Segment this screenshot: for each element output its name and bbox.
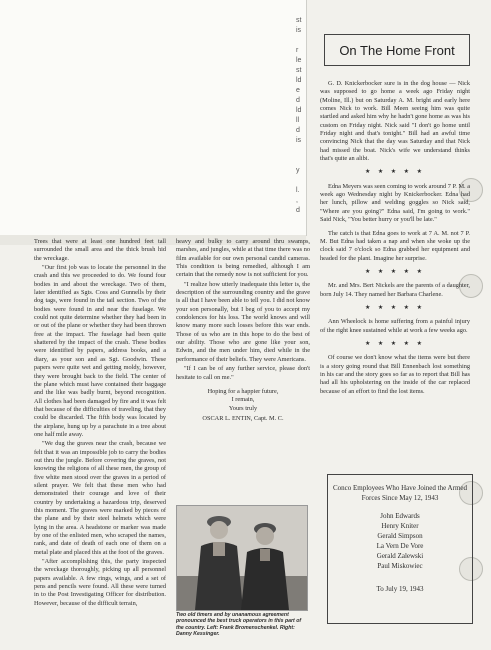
article-column-middle — [176, 238, 310, 423]
name-item: Henry Kniter — [381, 522, 419, 530]
photo-caption: Two old timers and by unanamous agreement pronounced the best truck operators in this part of the country. Left: Frank Bromenschenkel. Right: Danny Kessinger. — [176, 612, 302, 638]
name-item: Gerald Zalewski — [376, 552, 424, 560]
closing-block — [176, 388, 310, 413]
star-divider: ★ ★ ★ ★ ★ — [365, 169, 425, 176]
name-item: Paul Miskowiec — [377, 562, 423, 570]
closing-line: Hoping for a happier future, — [207, 387, 279, 395]
box-footer: To July 19, 1943 — [376, 585, 424, 593]
paragraph: The catch is that Edna goes to work at 7 A. M. not 7 P. M. But Edna had taken a nap and when she woke up the clock said 7 o'clock so Edna grabbed her equipment and headed for the plant. Imagine her surprise. — [320, 229, 470, 262]
name-item: John Edwards — [380, 512, 420, 520]
signature: OSCAR L. ENTIN, Capt. M. C. — [202, 414, 284, 422]
box-heading: Conco Employees Who Have Joined the Armed Forces Since May 12, 1943 — [332, 484, 467, 502]
paragraph: Edna Meyers was seen coming to work around 7 P. M. a week ago Wednesday night by Knickerbocker. Edna had her lunch, pillow and welding goggles so Nick said, "Where are you going?" Edna said, I'm going to work." Said Nick, "You better hurry or you'll be late." — [320, 182, 470, 224]
paragraph: Trees that were at least one hundred feet tall surrounded the small area and the thick brush hid the wreckage. — [34, 238, 166, 262]
article-column-left — [34, 238, 166, 608]
cut-off-text-edge: st is r le st ld e d ld ll d is y l. , d — [296, 17, 302, 214]
photo-illustration — [177, 506, 307, 610]
photo-two-men — [176, 505, 308, 611]
name-item: Gerald Simpson — [377, 532, 423, 540]
name-item: La Vern De Vore — [376, 542, 424, 550]
armed-forces-box — [327, 474, 473, 624]
overlapping-page — [0, 0, 307, 236]
home-front-column — [320, 80, 470, 401]
closing-line: I remain, — [231, 396, 255, 404]
paragraph: "Our first job was to locate the personnel in the crash and this we proceeded to do. We found four bodies in and about the wreckage. Two of them, later identified as Sgts. Coss and Gunnells by their dog tags, were found in the tail section. Two of the bodies were found in and near the fuselage. We could not quite determine whether they had been in or out of the plane or whether they had been thrown free at the impact. The fuselage had been quite shattered by the impact of the crash. These bodies were identified by papers, address books, and a diary, as your son and as Sgt. Goodwin. These papers were quite wet and getting moldy, however, they were brought back to the field. The center of the plane which must have contained their baggage and the like was badly burnt, beyond recognition. All clothes had been damaged by fire and it was felt that because of the difficulties of traveling, that they could be discarded. The fifth body was located by the airplane, hung up by a parachute in a tree about one half mile away. — [34, 264, 166, 438]
paragraph: Of course we don't know what the items were but there is a story going round that Bill Ennenbach lost something in his car and the story goes so far as to report that Bill has had all his upholstering on the inside of the car replaced because of an effort to find the lost items. — [320, 354, 470, 395]
paragraph: "If I can be of any further service, please don't hesitate to call on me." — [176, 365, 310, 381]
paragraph: Mr. and Mrs. Bert Nickels are the parents of a daughter, born July 14. They named her Barbara Charlene. — [320, 282, 470, 298]
paragraph: heavy and bulky to carry around thru swamps, marshes, and jungles, while at that time there was no film available for our own personal candid cameras. This condition is being remedied, although I am certain that the remedy now is not sufficient for you. — [176, 238, 310, 279]
paragraph: G. D. Knickerbocker sure is in the dog house — Nick was supposed to go home a week ago Friday night (Moline, Ill.) but on Saturday A. M. bright and early here comes Nick to work. Bill Meen seeing him was quite startled and asked him why he hadn't gone home as was his custom on Friday night. Nick said "I don't go home until Friday night and that's tonight." Bill had an awful time convincing Nick that the day was Saturday and that Nick had missed the boat. Nick's wife we understand thinks that's quite an alibi. — [320, 80, 470, 163]
paragraph: "I realize how utterly inadequate this letter is, the description of the surrounding country and the grave is all that I have been able to tell you. I did not know your son personally, but I beg of you to accept my condolences for his loss. The world knows and will know many more such losses before this war ends. Those of us who are in this hope to do the best of our ability. Those who are gone like your son, Edwin, and the men under him, died while in the performance of their beliefs. They were Americans. — [176, 280, 310, 363]
paragraph: Ann Wheelock is home suffering from a painful injury of the right knee sustained while at work a few weeks ago. — [320, 318, 470, 334]
star-divider: ★ ★ ★ ★ ★ — [365, 340, 425, 347]
section-heading: On The Home Front — [324, 34, 470, 66]
star-divider: ★ ★ ★ ★ ★ — [365, 268, 425, 275]
star-divider: ★ ★ ★ ★ ★ — [365, 304, 425, 311]
paragraph: "After accomplishing this, the party inspected the wreckage thoroughly, picking up all personnel papers available. A few rings, wings, and a set of pens and pencils were found. All these were turned in to the Post Investigating Officer for distribution. However, because of the difficult terrain, — [34, 558, 166, 607]
paragraph: "We dug the graves near the crash, because we felt that it was an impossible job to carry the bodies out thru the jungle. Before covering the graves, not knowing the religions of all these men, the group of five white men stood over the graves in a period of silent prayer. We felt that these men who had demonstrated their courage and love of their country by undertaking a hazardous trip, deserved this moment. The graves were marked by pieces of the plane and by their steel helmets which were lying in the area. A headstone or marker was made by one of the enlisted men, who scraped the names, rank, and date of death of each one of them on a metal plate and placed this at the foot of the graves. — [34, 440, 166, 556]
closing-line: Yours truly — [228, 404, 258, 412]
name-list — [328, 511, 472, 571]
